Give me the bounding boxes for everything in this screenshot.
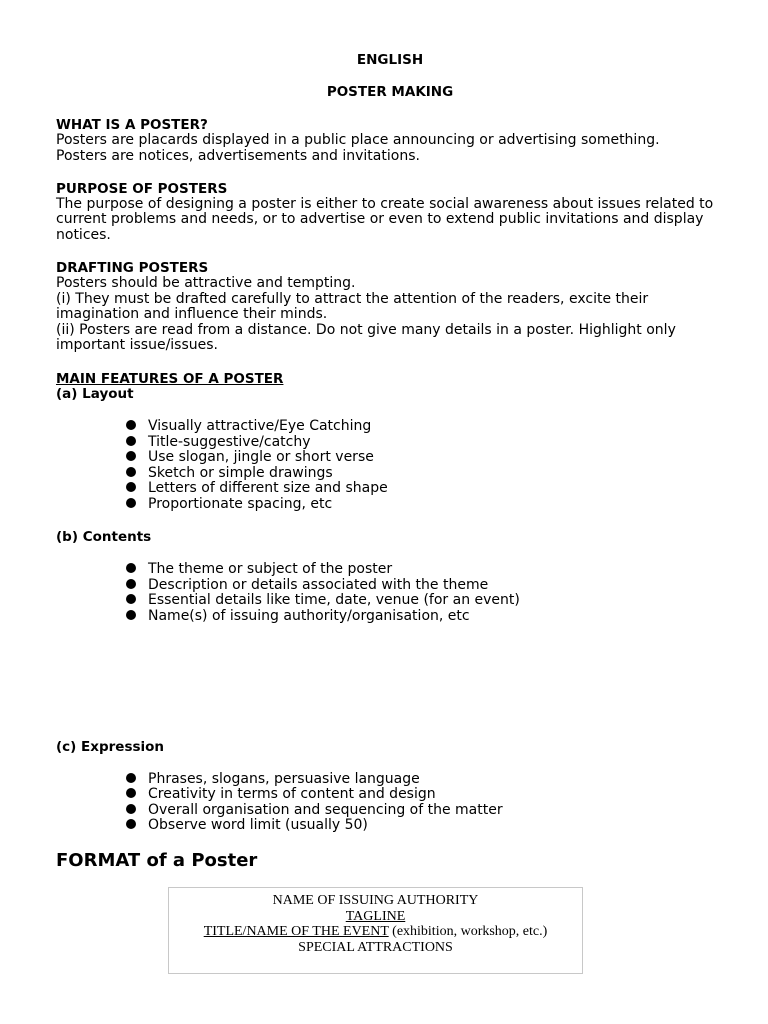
list-item: The theme or subject of the poster: [126, 561, 392, 577]
layout-heading: (a) Layout: [56, 386, 134, 402]
what-line: Posters are placards displayed in a public place announcing or advertising something.: [56, 132, 660, 148]
bullet-icon: [126, 788, 136, 798]
bullet-icon: [126, 579, 136, 589]
purpose-line: current problems and needs, or to advertise or even to extend public invitations and display: [56, 211, 704, 227]
box-authority: NAME OF ISSUING AUTHORITY: [272, 893, 479, 908]
list-item: Phrases, slogans, persuasive language: [126, 771, 420, 787]
box-tagline-row: [169, 909, 582, 925]
bullet-icon: [126, 498, 136, 508]
bullet-icon: [126, 451, 136, 461]
list-item: Observe word limit (usually 50): [126, 817, 368, 833]
what-heading: WHAT IS A POSTER?: [56, 117, 208, 133]
bullet-icon: [126, 773, 136, 783]
drafting-line: Posters should be attractive and tempting.: [56, 275, 356, 291]
what-line: Posters are notices, advertisements and invitations.: [56, 148, 420, 164]
bullet-icon: [126, 804, 136, 814]
list-item: Visually attractive/Eye Catching: [126, 418, 371, 434]
list-item: Name(s) of issuing authority/organisation, etc: [126, 608, 470, 624]
features-heading: MAIN FEATURES OF A POSTER: [56, 371, 284, 387]
contents-heading: (b) Contents: [56, 529, 152, 545]
topic-title: POSTER MAKING: [326, 84, 454, 100]
list-item: Essential details like time, date, venue (for an event): [126, 592, 520, 608]
purpose-heading: PURPOSE OF POSTERS: [56, 181, 228, 197]
drafting-line: (i) They must be drafted carefully to attract the attention of the readers, excite their: [56, 291, 649, 307]
drafting-heading: DRAFTING POSTERS: [56, 260, 209, 276]
bullet-icon: [126, 819, 136, 829]
list-item: Sketch or simple drawings: [126, 465, 333, 481]
purpose-line: notices.: [56, 227, 111, 243]
bullet-icon: [126, 436, 136, 446]
poster-format-box: [168, 887, 583, 974]
bullet-icon: [126, 594, 136, 604]
box-title-note: (exhibition, workshop, etc.): [388, 924, 548, 939]
purpose-line: The purpose of designing a poster is either to create social awareness about issues related to: [56, 196, 714, 212]
list-item: Overall organisation and sequencing of the matter: [126, 802, 503, 818]
list-item: Use slogan, jingle or short verse: [126, 449, 374, 465]
list-item: Creativity in terms of content and design: [126, 786, 436, 802]
bullet-icon: [126, 482, 136, 492]
list-item: Letters of different size and shape: [126, 480, 388, 496]
box-title-row: [169, 924, 582, 940]
drafting-line: (ii) Posters are read from a distance. Do not give many details in a poster. Highlight only: [56, 322, 676, 338]
subject-title: ENGLISH: [356, 52, 424, 68]
drafting-line: important issue/issues.: [56, 337, 219, 353]
list-item: Proportionate spacing, etc: [126, 496, 332, 512]
box-title: TITLE/NAME OF THE EVENT: [203, 924, 389, 939]
format-heading: FORMAT of a Poster: [56, 850, 258, 871]
expression-heading: (c) Expression: [56, 739, 165, 755]
bullet-icon: [126, 563, 136, 573]
list-item: Description or details associated with the theme: [126, 577, 488, 593]
bullet-icon: [126, 420, 136, 430]
drafting-line: imagination and influence their minds.: [56, 306, 328, 322]
box-tagline: TAGLINE: [345, 908, 406, 924]
list-item: Title-suggestive/catchy: [126, 434, 311, 450]
box-attractions: SPECIAL ATTRACTIONS: [298, 939, 453, 955]
bullet-icon: [126, 467, 136, 477]
bullet-icon: [126, 610, 136, 620]
